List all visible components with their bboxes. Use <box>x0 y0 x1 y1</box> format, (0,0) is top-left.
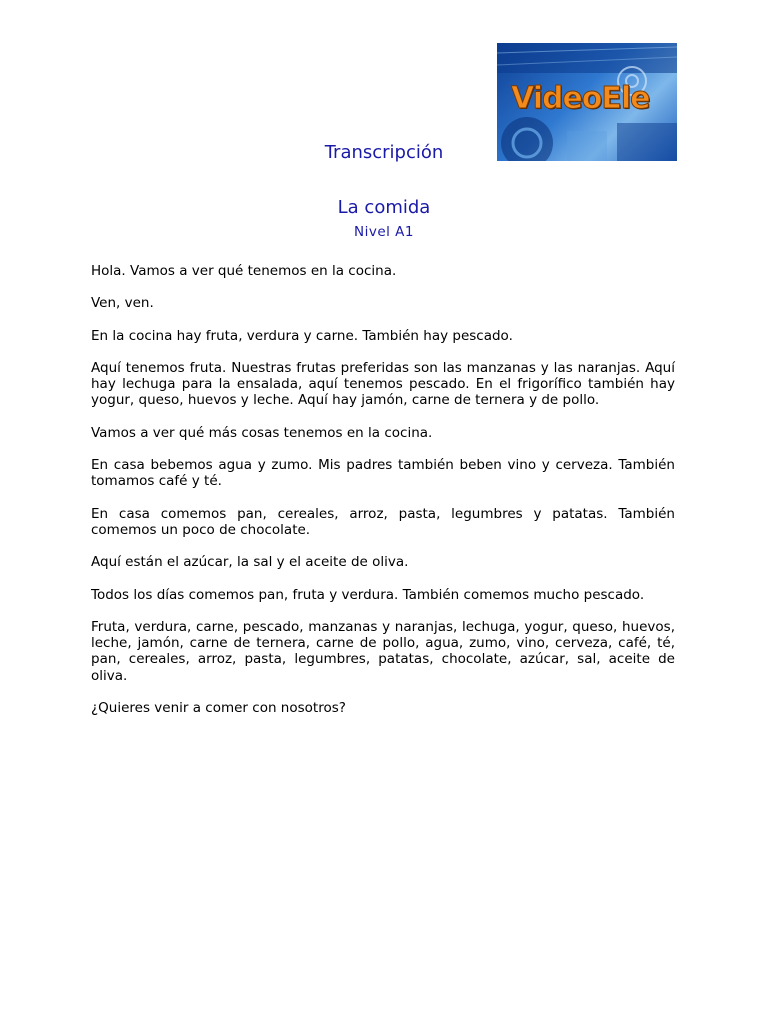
transcript-paragraph: Ven, ven. <box>91 295 154 312</box>
transcript-paragraph: Fruta, verdura, carne, pescado, manzanas y naranjas, lechuga, yogur, queso, huevos, leche, jamón, carne de ternera, carne de pollo, agua, zumo, vino, cerveza, café, té, pan, cereales, arroz, pasta, legumbres, patatas, chocolate, azúcar, sal, aceite de oliva. <box>91 618 675 684</box>
lesson-title: La comida <box>337 197 431 218</box>
transcript-paragraph: En la cocina hay fruta, verdura y carne. También hay pescado. <box>91 327 513 344</box>
transcript-paragraph: Aquí están el azúcar, la sal y el aceite de oliva. <box>91 554 409 571</box>
page-title: Transcripción <box>324 142 444 163</box>
transcript-paragraph: Todos los días comemos pan, fruta y verdura. También comemos mucho pescado. <box>91 586 645 603</box>
transcript-paragraph: ¿Quieres venir a comer con nosotros? <box>91 700 346 717</box>
level-label: Nivel A1 <box>353 224 414 240</box>
transcript-paragraph: Hola. Vamos a ver qué tenemos en la cocina. <box>91 263 397 279</box>
transcript-paragraph: Aquí tenemos fruta. Nuestras frutas preferidas son las manzanas y las naranjas. Aquí hay lechuga para la ensalada, aquí tenemos pescado. En el frigorífico también hay yogur, queso, huevos y leche. Aquí hay jamón, carne de ternera y de pollo. <box>91 359 675 409</box>
transcript-paragraph: Vamos a ver qué más cosas tenemos en la cocina. <box>91 424 433 441</box>
logo-wordmark: VideoEle <box>511 81 650 116</box>
transcript-paragraph: En casa bebemos agua y zumo. Mis padres también beben vino y cerveza. También tomamos café y té. <box>91 457 675 490</box>
transcript-body <box>91 263 675 732</box>
transcript-paragraph: En casa comemos pan, cereales, arroz, pasta, legumbres y patatas. También comemos un poco de chocolate. <box>91 505 675 538</box>
